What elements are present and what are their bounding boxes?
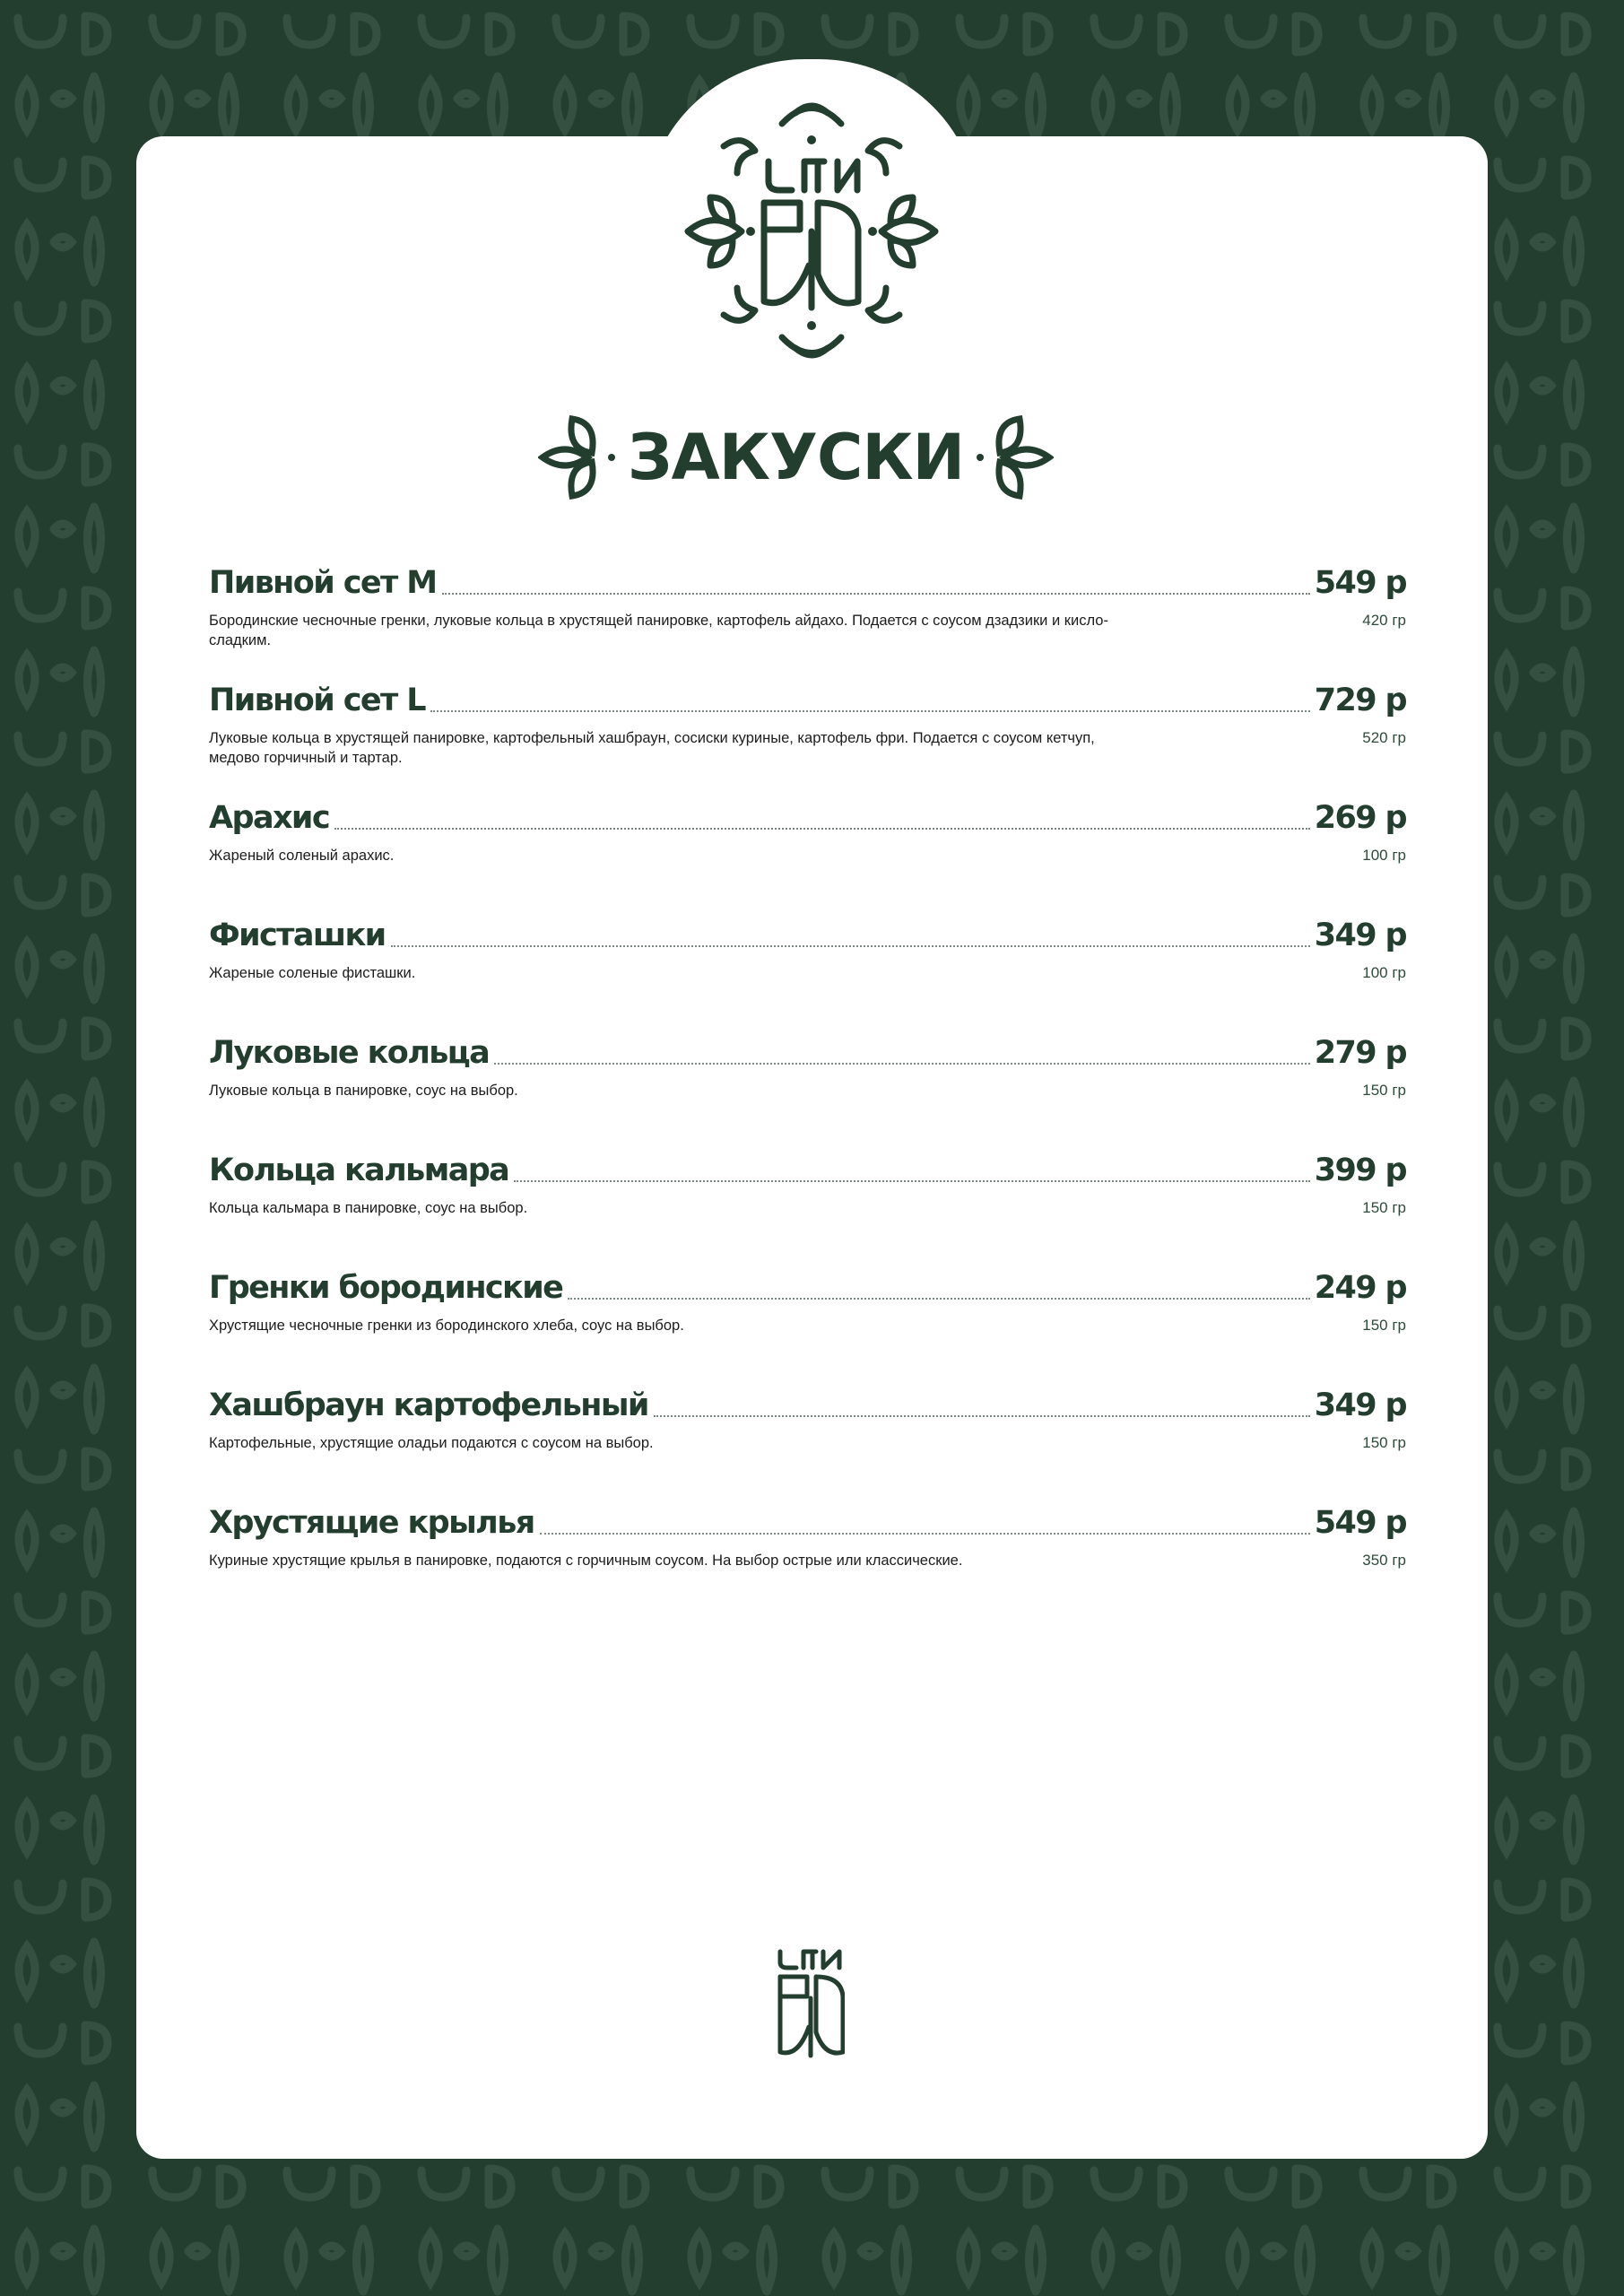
dotted-leader [334,827,1310,830]
item-description: Хрустящие чесночные гренки из бородинского хлеба, соус на выбор. [209,1318,684,1334]
menu-item [209,796,1406,913]
menu-item [209,1500,1406,1618]
menu-item [209,1031,1406,1148]
menu-item [209,1148,1406,1265]
item-name: Гренки бородинские [209,1270,563,1306]
item-price: 269 р [1314,800,1406,836]
item-weight: 420 гр [1362,612,1406,629]
item-weight: 520 гр [1362,729,1406,746]
item-weight: 100 гр [1362,847,1406,864]
item-price: 549 р [1314,565,1406,601]
dotted-leader [442,592,1310,595]
item-price: 349 р [1314,1387,1406,1423]
item-weight: 100 гр [1362,964,1406,981]
menu-item [209,561,1406,678]
section-heading [538,408,1054,507]
menu-item [209,1383,1406,1500]
item-name: Кольца кальмара [209,1152,509,1188]
item-weight: 150 гр [1362,1434,1406,1451]
chai-monogram-icon [777,1948,845,2059]
item-weight: 150 гр [1362,1199,1406,1216]
item-weight: 150 гр [1362,1082,1406,1099]
item-weight: 350 гр [1362,1552,1406,1569]
item-name: Хрустящие крылья [209,1505,534,1541]
menu-item [209,913,1406,1031]
dotted-leader [391,944,1310,947]
item-description: Луковые кольца в хрустящей панировке, картофельный хашбраун, сосиски куриные, картофель фри. Подается с соусом кетчуп, медово горчичный и тартар. [209,730,1095,766]
item-name: Арахис [209,800,330,836]
item-price: 399 р [1314,1152,1406,1188]
leaf-ornament-icon [538,412,621,503]
dotted-leader [540,1532,1310,1535]
item-price: 549 р [1314,1505,1406,1541]
item-weight: 150 гр [1362,1317,1406,1334]
item-price: 249 р [1314,1270,1406,1306]
item-name: Фисташки [209,918,386,953]
item-description: Кольца кальмара в панировке, соус на выбор. [209,1200,528,1216]
menu-item [209,1265,1406,1383]
item-price: 349 р [1314,918,1406,953]
item-description: Жареные соленые фисташки. [209,965,416,981]
item-description: Куриные хрустящие крылья в панировке, подаются с горчичным соусом. На выбор острые или классические. [209,1552,963,1569]
item-description: Картофельные, хрустящие оладьи подаются с соусом на выбор. [209,1435,654,1451]
item-description: Луковые кольца в панировке, соус на выбор. [209,1083,518,1099]
item-name: Пивной сет M [209,565,437,601]
dotted-leader [568,1297,1309,1300]
chai-emblem-icon [674,97,949,364]
menu-item [209,678,1406,796]
leaf-ornament-icon [971,412,1054,503]
item-description: Бородинские чесночные гренки, луковые кольца в хрустящей панировке, картофель айдахо. Подается с соусом дзадзики и кисло-сладким. [209,613,1108,648]
item-price: 279 р [1314,1035,1406,1071]
item-price: 729 р [1314,683,1406,718]
dotted-leader [514,1179,1309,1182]
dotted-leader [494,1062,1310,1065]
section-title: ЗАКУСКИ [627,421,965,494]
dotted-leader [654,1414,1310,1417]
item-name: Пивной сет L [209,683,425,718]
dotted-leader [430,709,1310,712]
item-name: Луковые кольца [209,1035,490,1071]
menu-list [209,561,1406,1618]
item-description: Жареный соленый арахис. [209,848,395,864]
item-name: Хашбраун картофельный [209,1387,648,1423]
